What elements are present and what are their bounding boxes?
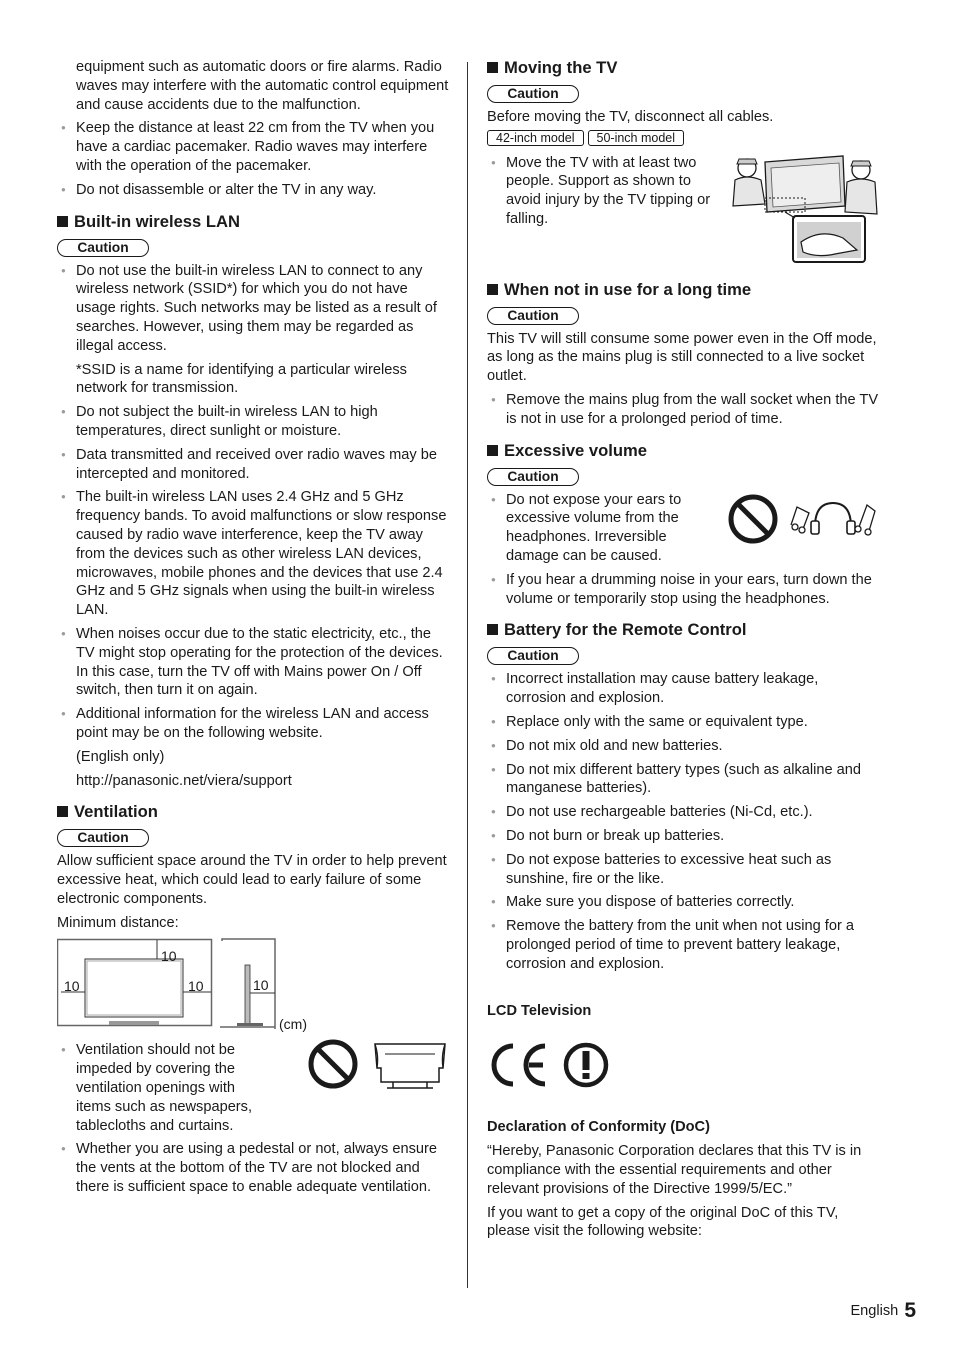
volume-bullets xyxy=(487,491,707,571)
battery-bullets xyxy=(487,670,879,973)
dimension-top: 10 xyxy=(161,948,177,965)
list-item: ● Remove the battery from the unit when not using for a prolonged period of time to prevent battery leakage, corrosion and explosion. xyxy=(487,917,879,973)
no-loud-headphones-illustration xyxy=(727,493,879,571)
model-tag-50: 50-inch model xyxy=(588,130,685,146)
list-item: ● Additional information for the wireless LAN and access point may be on the following website. xyxy=(57,705,449,743)
two-people-carry-tv-illustration xyxy=(731,154,879,266)
square-bullet-icon xyxy=(57,216,68,227)
heading-excessive-volume: Excessive volume xyxy=(487,441,879,461)
list-item: ● Move the TV with at least two people. Support as shown to avoid injury by the TV tipping or falling. xyxy=(487,154,712,229)
alert-mark-icon xyxy=(563,1042,609,1088)
ventilation-bullets-more xyxy=(57,1140,449,1196)
ce-mark-icon xyxy=(487,1042,549,1088)
volume-row xyxy=(487,491,879,571)
dimension-left: 10 xyxy=(64,978,80,995)
english-only-note: (English only) xyxy=(76,748,165,765)
caution-badge: Caution xyxy=(487,468,579,486)
list-item: ● Data transmitted and received over radio waves may be intercepted and monitored. xyxy=(57,446,449,484)
square-bullet-icon xyxy=(57,806,68,817)
no-cover-illustration xyxy=(307,1038,449,1140)
volume-bullets-more xyxy=(487,571,879,609)
list-item: ● Make sure you dispose of batteries correctly. xyxy=(487,893,879,912)
list-item: ● When noises occur due to the static electricity, etc., the TV might stop operating for the protection of the devices. In this case, turn the TV off with Mains power On / Off switch, then turn it on again. xyxy=(57,625,449,700)
doc-text: If you want to get a copy of the original DoC of this TV, please visit the following website: xyxy=(487,1204,839,1240)
not-in-use-text: This TV will still consume some power even in the Off mode, as long as the mains plug is still connected to a live socket outlet. xyxy=(487,330,877,385)
list-item: ● Do not disassemble or alter the TV in any way. xyxy=(57,181,449,200)
list-item: ● Do not mix old and new batteries. xyxy=(487,737,879,756)
list-item: ● The built-in wireless LAN uses 2.4 GHz and 5 GHz frequency bands. To avoid malfunctions or slow response caused by radio wave interference, keep the TV away from the devices such as other wireless LAN devices, microwaves, mobile phones and the devices that use 2.4 GHz and 5 GHz signals when using the built-in wireless LAN. xyxy=(57,488,449,620)
dimension-side: 10 xyxy=(253,977,269,994)
square-bullet-icon xyxy=(487,62,498,73)
moving-bullets xyxy=(487,154,712,266)
page-number: 5 xyxy=(904,1299,916,1322)
clearance-diagram xyxy=(57,937,449,1033)
certification-marks xyxy=(487,1042,879,1088)
doc-heading: Declaration of Conformity (DoC) xyxy=(487,1119,710,1136)
intro-continuation: equipment such as automatic doors or fire alarms. Radio waves may interfere with the automatic control equipment and cause accidents due to the malfunction. xyxy=(76,59,449,113)
list-item: ● Do not burn or break up batteries. xyxy=(487,827,879,846)
caution-badge: Caution xyxy=(57,239,149,257)
list-item: ● Ventilation should not be impeded by covering the ventilation openings with items such as newspapers, tablecloths and curtains. xyxy=(57,1041,272,1135)
list-item: ● If you hear a drumming noise in your ears, turn down the volume or temporarily stop using the headphones. xyxy=(487,571,879,609)
list-item: ● Replace only with the same or equivalent type. xyxy=(487,713,879,732)
prohibited-icon xyxy=(727,493,779,545)
moving-row xyxy=(487,154,879,266)
list-item: ● Do not use the built-in wireless LAN to connect to any wireless network (SSID*) for which you do not have usage rights. Such networks may be listed as a result of searches. However, using them may be regarded as illegal access. xyxy=(57,262,449,356)
caution-badge: Caution xyxy=(487,647,579,665)
wlan-bullets-more xyxy=(57,403,449,743)
right-column xyxy=(487,58,879,1246)
headphones-music-icon xyxy=(787,493,879,539)
moving-text: Before moving the TV, disconnect all cables. xyxy=(487,109,774,125)
left-column xyxy=(57,58,449,1202)
not-in-use-bullets xyxy=(487,391,879,429)
list-item: ● Incorrect installation may cause battery leakage, corrosion and explosion. xyxy=(487,670,879,708)
square-bullet-icon xyxy=(487,284,498,295)
unit-label: (cm) xyxy=(279,1016,307,1033)
caution-badge: Caution xyxy=(57,829,149,847)
heading-not-in-use: When not in use for a long time xyxy=(487,280,879,300)
list-item: ● Do not expose your ears to excessive volume from the headphones. Irreversible damage can be caused. xyxy=(487,491,707,566)
ventilation-warning-row xyxy=(57,1041,449,1140)
heading-ventilation: Ventilation xyxy=(57,802,449,822)
list-item: ● Do not subject the built-in wireless LAN to high temperatures, direct sunlight or moisture. xyxy=(57,403,449,441)
page-footer xyxy=(850,1299,916,1323)
covered-tv-icon xyxy=(371,1038,449,1090)
ssid-note: *SSID is a name for identifying a particular wireless network for transmission. xyxy=(76,361,407,397)
heading-wireless-lan: Built-in wireless LAN xyxy=(57,212,449,232)
intro-bullets xyxy=(57,119,449,199)
model-tags xyxy=(487,129,879,148)
ventilation-bullets xyxy=(57,1041,272,1140)
caution-badge: Caution xyxy=(487,85,579,103)
dimension-right: 10 xyxy=(188,978,204,995)
column-divider xyxy=(467,62,468,1288)
list-item: ● Do not mix different battery types (such as alkaline and manganese batteries). xyxy=(487,761,879,799)
prohibited-icon xyxy=(307,1038,359,1090)
list-item: ● Do not expose batteries to excessive heat such as sunshine, fire or the like. xyxy=(487,851,879,889)
lcd-television-title: LCD Television xyxy=(487,1002,592,1019)
support-url[interactable]: http://panasonic.net/viera/support xyxy=(76,772,292,789)
doc-quote: “Hereby, Panasonic Corporation declares that this TV is in compliance with the essential requirements and other relevant provisions of the Directive 1999/5/EC.” xyxy=(487,1143,862,1197)
list-item: ● Whether you are using a pedestal or not, always ensure the vents at the bottom of the TV are not blocked and there is sufficient space to enable adequate ventilation. xyxy=(57,1140,449,1196)
list-item: ● Do not use rechargeable batteries (Ni-Cd, etc.). xyxy=(487,803,879,822)
square-bullet-icon xyxy=(487,445,498,456)
wlan-bullets xyxy=(57,262,449,356)
square-bullet-icon xyxy=(487,624,498,635)
list-item: ● Remove the mains plug from the wall socket when the TV is not in use for a prolonged period of time. xyxy=(487,391,879,429)
footer-language: English xyxy=(850,1303,899,1319)
heading-battery: Battery for the Remote Control xyxy=(487,620,879,640)
ventilation-text: Allow sufficient space around the TV in order to help prevent excessive heat, which could lead to early failure of some electronic components. xyxy=(57,853,447,907)
model-tag-42: 42-inch model xyxy=(487,130,584,146)
list-item: ● Keep the distance at least 22 cm from the TV when you have a cardiac pacemaker. Radio waves may interfere with the operation of the pacemaker. xyxy=(57,119,449,175)
caution-badge: Caution xyxy=(487,307,579,325)
minimum-distance-label: Minimum distance: xyxy=(57,914,179,931)
heading-moving-tv: Moving the TV xyxy=(487,58,879,78)
